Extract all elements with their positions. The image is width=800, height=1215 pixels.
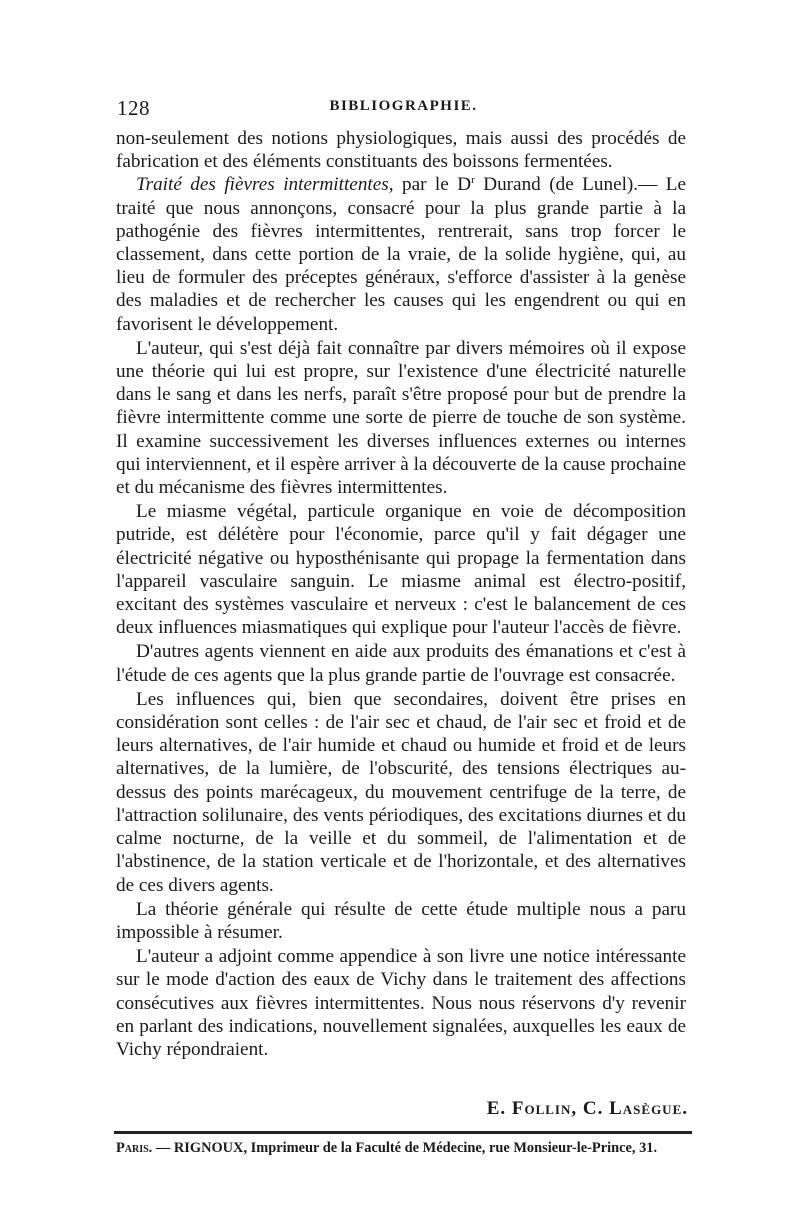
article-body bbox=[116, 127, 686, 1061]
doctor-superscript: r bbox=[471, 174, 475, 187]
paragraph-text: Durand (de Lunel).— Le traité que nous annonçons, consacré pour la plus grande partie à la pathogénie des fièvres intermittentes, rentrerait, sans trop forcer le classement, dans cette portion de la vraie, de la solide hygiène, qui, au lieu de formuler des préceptes généraux, s'efforce d'assister à la genèse des maladies et de rechercher les causes qui les engendrent ou qui en favorisent le développement. bbox=[116, 174, 686, 335]
paragraph: La théorie générale qui résulte de cette étude multiple nous a paru impossible à résumer. bbox=[116, 898, 686, 943]
imprint-text: — RIGNOUX, Imprimeur de la Faculté de Médecine, rue Monsieur-le-Prince, 31. bbox=[152, 1140, 658, 1156]
book-title: Traité des fièvres intermittentes, bbox=[136, 174, 394, 196]
running-title: BIBLIOGRAPHIE. bbox=[329, 98, 478, 114]
page-number: 128 bbox=[117, 96, 150, 120]
paragraph: Les influences qui, bien que secondaires, doivent être prises en considération sont celles : de l'air sec et chaud, de l'air sec et froid et de leurs alternatives, de l'air humide et chaud ou humide et froid et de leurs alternatives, de la lumière, de l'obscurité, des tensions électriques au-dessus des points marécageux, du mouvement centrifuge de la terre, de l'attraction solilunaire, des vents périodiques, des excitations diurnes et du calme nocturne, de la veille et du sommeil, de l'alimentation et de l'abstinence, de la station verticale et de l'horizontale, et des alternatives de ces divers agents. bbox=[116, 688, 686, 896]
paragraph-book-review bbox=[116, 173, 686, 335]
author-signature: E. Follin, C. Lasègue. bbox=[486, 1098, 688, 1119]
paragraph: L'auteur a adjoint comme appendice à son livre une notice intéressante sur le mode d'action des eaux de Vichy dans le traitement des affections consécutives aux fièvres intermittentes. Nous nous réservons d'y revenir en parlant des indications, nouvellement signalées, auxquelles les eaux de Vichy répondraient. bbox=[116, 946, 686, 1060]
paragraph: Le miasme végétal, particule organique en voie de décomposition putride, est délétère pour l'économie, parce qu'il y fait dégager une électricité négative ou hyposthénisante qui propage la fermentation dans l'appareil vasculaire sanguin. Le miasme animal est électro-positif, excitant des systèmes vasculaire et nerveux : c'est le balancement de ces deux influences miasmatiques qui explique pour l'auteur l'accès de fièvre. bbox=[116, 501, 686, 639]
printer-imprint bbox=[116, 1140, 696, 1157]
running-head bbox=[117, 96, 690, 122]
paragraph-continued: non-seulement des notions physiologiques, mais aussi des procédés de fabrication et des éléments constituants des boissons fermentées. bbox=[116, 128, 686, 173]
author-prefix: par le D bbox=[393, 174, 472, 196]
paragraph: D'autres agents viennent en aide aux produits des émanations et c'est à l'étude de ces agents que la plus grande partie de l'ouvrage est consacrée. bbox=[116, 641, 686, 686]
footer-rule bbox=[114, 1131, 692, 1134]
imprint-city: Paris. bbox=[116, 1140, 153, 1156]
paragraph: L'auteur, qui s'est déjà fait connaître par divers mémoires où il expose une théorie qui lui est propre, sur l'existence d'une électricité naturelle dans le sang et dans les nerfs, paraît s'être proposé pour but de prendre la fièvre intermittente comme une sorte de pierre de touche de son système. Il examine successivement les diverses influences externes ou internes qui interviennent, et il espère arriver à la découverte de la cause prochaine et du mécanisme des fièvres intermittentes. bbox=[116, 337, 686, 499]
